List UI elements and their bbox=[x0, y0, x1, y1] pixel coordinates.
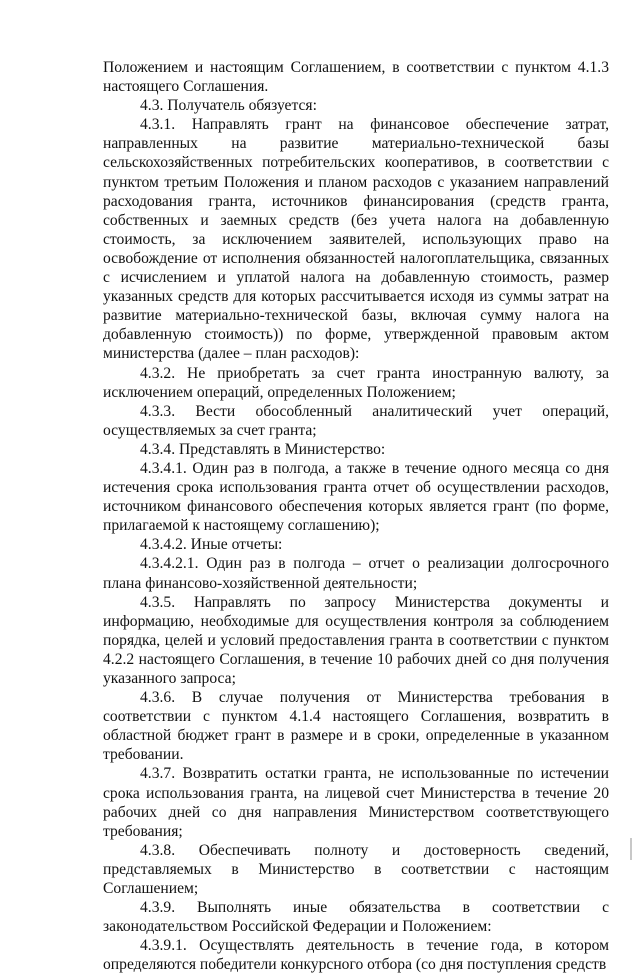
scan-edge-mark bbox=[630, 838, 632, 860]
paragraph-4-3-9: 4.3.9. Выполнять иные обязательства в соответствии с законодательством Российской Федерации и Положением: bbox=[103, 899, 609, 936]
paragraph-4-3-3: 4.3.3. Вести обособленный аналитический учет операций, осуществляемых за счет гранта; bbox=[103, 402, 609, 439]
paragraph-continuation: Положением и настоящим Соглашением, в соответствии с пунктом 4.1.3 настоящего Соглашения. bbox=[103, 59, 609, 96]
paragraph-4-3-8: 4.3.8. Обеспечивать полноту и достоверность сведений, представляемых в Министерство в соответствии с настоящим Соглашением; bbox=[103, 841, 609, 898]
paragraph-4-3-4-1: 4.3.4.1. Один раз в полгода, а также в течение одного месяца со дня истечения срока использования гранта отчет об осуществлении расходов, источником финансового обеспечения которых является грант (по форме, прилагаемой к настоящему соглашению); bbox=[103, 459, 609, 535]
document-page bbox=[103, 58, 609, 975]
paragraph-4-3-7: 4.3.7. Возвратить остатки гранта, не использованные по истечении срока использования гранта, на лицевой счет Министерства в течение 20 рабочих дней со дня направления Министерством соответствующего требования; bbox=[103, 765, 609, 840]
paragraph-4-3-9-1: 4.3.9.1. Осуществлять деятельность в течение года, в котором определяются победители конкурсного отбора (со дня поступления средств bbox=[103, 937, 609, 974]
paragraph-4-3-5: 4.3.5. Направлять по запросу Министерства документы и информацию, необходимые для осуществления контроля за соблюдением порядка, целей и условий предоставления гранта в соответствии с пунктом 4.2.2 настоящего Соглашения, в течение 10 рабочих дней со дня получения указанного запроса; bbox=[103, 593, 609, 687]
paragraph-4-3: 4.3. Получатель обязуется: bbox=[140, 97, 317, 115]
paragraph-4-3-2: 4.3.2. Не приобретать за счет гранта иностранную валюту, за исключением операций, определенных Положением; bbox=[103, 364, 609, 401]
paragraph-4-3-4: 4.3.4. Представлять в Министерство: bbox=[140, 440, 386, 458]
paragraph-4-3-6: 4.3.6. В случае получения от Министерства требования в соответствии с пунктом 4.1.4 настоящего Соглашения, возвратить в областной бюджет грант в размере и в сроки, определенные в указанном требовании. bbox=[103, 689, 609, 764]
paragraph-4-3-4-2: 4.3.4.2. Иные отчеты: bbox=[140, 536, 283, 554]
paragraph-4-3-4-2-1: 4.3.4.2.1. Один раз в полгода – отчет о реализации долгосрочного плана финансово-хозяйственной деятельности; bbox=[103, 555, 609, 592]
paragraph-4-3-1: 4.3.1. Направлять грант на финансовое обеспечение затрат, направленных на развитие материально-технической базы сельскохозяйственных потребительских кооперативов, в соответствии с пунктом третьим Положения и планом расходов с указанием направлений расходования гранта, источников финансирования (средств гранта, собственных и заемных средств (без учета налога на добавленную стоимость, за исключением заявителей, использующих право на освобождение от исполнения обязанностей налогоплательщика, связанных с исчислением и уплатой налога на добавленную стоимость, размер указанных средств для которых рассчитывается исходя из суммы затрат на развитие материально-технической базы, включая сумму налога на добавленную стоимость)) по форме, утвержденной правовым актом министерства (далее – план расходов): bbox=[103, 116, 609, 363]
